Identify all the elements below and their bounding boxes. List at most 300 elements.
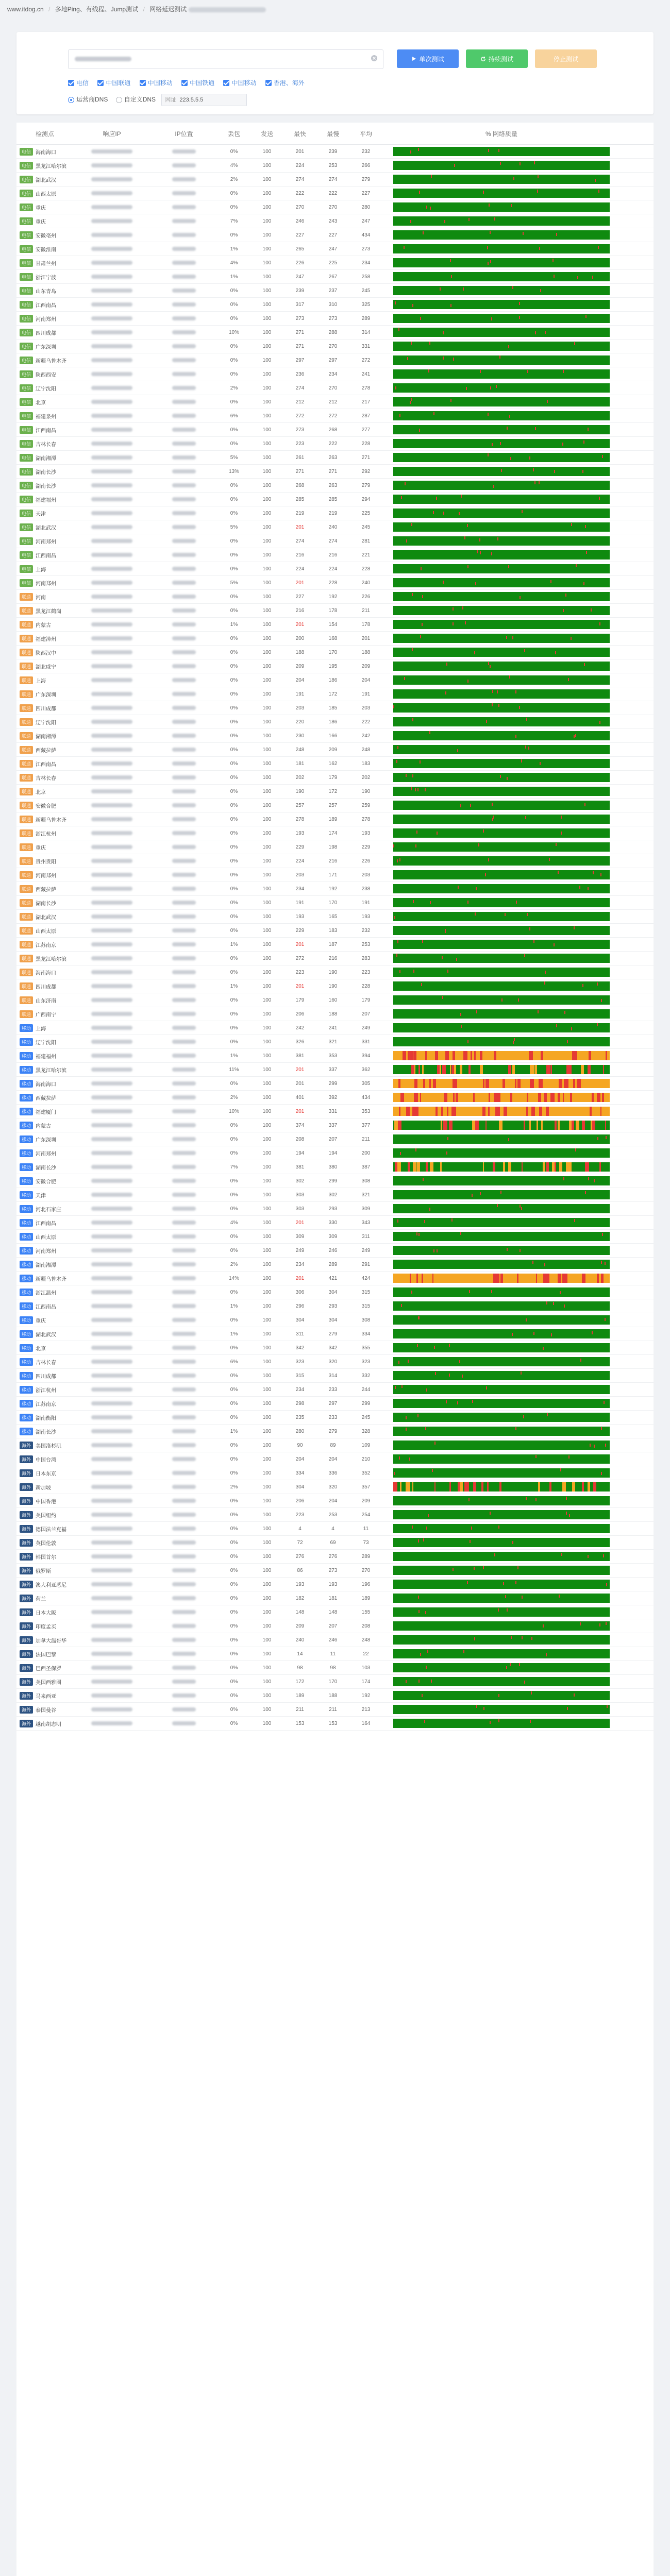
quality-chart [393,495,610,504]
redacted-ip [91,1401,132,1405]
max-cell: 253 [328,162,338,168]
quality-cell [382,715,621,728]
table-row [16,1132,654,1146]
sent-cell: 100 [262,190,272,196]
ip-location-cell [150,1355,217,1368]
min-cell: 302 [295,1178,305,1184]
max-cell: 216 [328,858,338,864]
node-location: 浙江杭州 [36,831,57,837]
node-location: 加拿大温哥华 [36,1638,67,1644]
max-cell: 234 [328,371,338,377]
quality-tick [445,691,446,694]
ip-location-cell [150,340,217,353]
table-row [16,840,654,854]
redacted-ip [91,581,132,585]
quality-tick [410,150,411,154]
loss-cell: 0% [230,858,238,864]
redacted-location [172,1652,196,1656]
loss-cell: 0% [230,927,238,934]
loss-cell: 0% [230,1637,238,1643]
table-row [16,882,654,896]
redacted-ip [91,1387,132,1392]
redacted-ip [91,789,132,793]
redacted-ip [91,1360,132,1364]
quality-tick [531,1691,532,1694]
table-row [16,673,654,687]
node-location: 海南海口 [36,149,57,156]
quality-tick [424,1220,425,1223]
isp-badge: 移动 [20,1400,33,1408]
loss-cell: 0% [230,357,238,363]
max-cell: 216 [328,955,338,961]
quality-tick [452,1107,456,1116]
max-cell: 185 [328,705,338,711]
quality-tick [568,678,569,681]
quality-tick [564,1011,565,1014]
quality-tick [422,1065,424,1074]
redacted-ip [91,1540,132,1545]
breadcrumb-item-tools[interactable]: 多地Ping、有线程、Jump测试 [55,6,139,13]
redacted-ip [91,1123,132,1127]
quality-cell [382,743,621,756]
ip-location-cell [150,1647,217,1660]
min-cell: 201 [295,524,305,530]
max-cell: 181 [328,1595,338,1601]
option-mobile[interactable]: 中国移动 [140,78,173,87]
isp-badge: 电信 [20,245,33,253]
redacted-location [172,692,196,696]
quality-tick [443,581,444,584]
loss-cell: 0% [230,1567,238,1573]
ip-cell [73,1633,150,1647]
redacted-location [172,706,196,710]
sent-cell: 100 [262,413,272,419]
quality-chart [393,1343,610,1352]
redacted-location [172,984,196,988]
redacted-location [172,1680,196,1684]
test-panel [16,32,654,114]
sent-cell: 100 [262,1345,272,1351]
avg-cell: 291 [361,1261,371,1267]
quality-cell [382,868,621,882]
sent-cell: 100 [262,1233,272,1240]
quality-cell [382,534,621,548]
table-row [16,1216,654,1230]
redacted-location [172,1360,196,1364]
max-cell: 330 [328,1219,338,1226]
table-row [16,1299,654,1313]
table-row [16,1285,654,1299]
max-cell: 195 [328,663,338,669]
table-row [16,270,654,284]
quality-tick [397,1219,398,1223]
sent-cell: 100 [262,468,272,474]
quality-tick [580,1622,581,1625]
redacted-ip [91,233,132,237]
table-row [16,701,654,715]
avg-cell: 234 [361,260,371,266]
redacted-location [172,1207,196,1211]
max-cell: 233 [328,1386,338,1393]
quality-cell [382,1647,621,1660]
quality-tick [520,1249,521,1252]
avg-cell: 308 [361,1317,371,1323]
quality-chart [393,1134,610,1144]
isp-badge: 移动 [20,1372,33,1380]
isp-badge: 移动 [20,1136,33,1143]
quality-tick [488,453,489,456]
quality-tick [480,1065,483,1074]
option-overseas[interactable]: 香港、海外 [265,78,305,87]
sent-cell: 100 [262,802,272,808]
sent-cell: 100 [262,1289,272,1295]
sent-cell: 100 [262,260,272,266]
avg-cell: 238 [361,886,371,892]
quality-cell [382,659,621,673]
quality-tick [510,1093,513,1102]
quality-chart [393,620,610,629]
ip-cell [73,979,150,993]
redacted-ip [91,386,132,390]
redacted-ip [91,734,132,738]
node-cell [16,576,73,589]
redacted-target-text [75,57,131,61]
ip-location-cell [150,159,217,172]
table-row [16,1591,654,1605]
quality-tick [589,1051,591,1060]
quality-cell [382,896,621,909]
stop-test-button[interactable] [535,49,597,68]
loss-cell: 0% [230,1456,238,1462]
avg-cell: 249 [361,1247,371,1253]
isp-badge: 电信 [20,204,33,211]
redacted-location [172,761,196,766]
ip-location-cell [150,771,217,784]
option-mobile-2[interactable]: 中国移动 [223,78,256,87]
node-location: 上海 [36,567,46,573]
ip-location-cell [150,1160,217,1174]
table-row [16,1369,654,1383]
redacted-ip [91,1304,132,1308]
target-input[interactable] [68,49,383,69]
quality-chart [393,1176,610,1185]
ip-location-cell [150,1452,217,1466]
quality-chart [393,1329,610,1338]
quality-tick [533,1332,534,1335]
node-cell [16,242,73,256]
quality-tick [462,606,463,609]
node-location: 江苏南京 [36,942,57,948]
node-location: 中国香港 [36,1499,57,1505]
isp-badge: 海外 [20,1720,33,1727]
clear-icon[interactable] [371,55,378,62]
node-cell [16,1160,73,1174]
node-cell [16,715,73,728]
redacted-location [172,1638,196,1642]
home-link[interactable]: www.itdog.cn [7,6,44,13]
quality-tick [539,481,540,484]
min-cell: 326 [295,1039,305,1045]
quality-tick [522,1596,523,1599]
sent-cell: 100 [262,524,272,530]
avg-cell: 227 [361,190,371,196]
ip-cell [73,1230,150,1243]
avg-cell: 193 [361,830,371,836]
ip-location-cell [150,256,217,269]
node-cell [16,590,73,603]
table-row [16,395,654,409]
quality-chart [393,981,610,991]
avg-cell: 189 [361,1595,371,1601]
quality-tick [599,1162,601,1172]
node-cell [16,479,73,492]
quality-cell [382,1703,621,1716]
loss-cell: 5% [230,580,238,586]
quality-tick [431,1680,432,1683]
ip-location-cell [150,1411,217,1424]
max-cell: 187 [328,941,338,947]
isp-badge: 移动 [20,1316,33,1324]
ip-cell [73,618,150,631]
redacted-location [172,608,196,613]
quality-cell [382,1466,621,1480]
ip-cell [73,200,150,214]
continuous-test-button[interactable] [466,49,528,68]
quality-tick [435,1051,439,1060]
quality-chart [393,1051,610,1060]
quality-tick [500,1274,503,1283]
quality-cell [382,785,621,798]
table-row [16,242,654,256]
max-cell: 297 [328,1400,338,1406]
node-location: 重庆 [36,845,46,851]
radio-selected-icon [68,97,74,103]
quality-chart [393,244,610,253]
quality-tick [515,690,516,693]
quality-chart [393,481,610,490]
quality-tick [590,1444,591,1447]
ip-cell [73,1160,150,1174]
node-cell [16,159,73,172]
quality-tick [572,1482,575,1492]
sent-cell: 100 [262,301,272,308]
node-location: 安徽淮南 [36,247,57,253]
quality-cell [382,1578,621,1591]
sent-cell: 100 [262,315,272,321]
node-cell [16,785,73,798]
quality-tick [510,1663,511,1666]
ip-cell [73,451,150,464]
avg-cell: 434 [361,232,371,238]
option-tietong[interactable]: 中国铁通 [181,78,214,87]
loss-cell: 1% [230,246,238,252]
quality-tick [487,246,488,249]
isp-badge: 海外 [20,1650,33,1658]
redacted-location [172,344,196,348]
table-row [16,632,654,646]
loss-cell: 4% [230,260,238,266]
max-cell: 276 [328,1553,338,1560]
quality-tick [567,1040,568,1043]
isp-badge: 海外 [20,1567,33,1574]
quality-tick [546,1162,549,1172]
min-cell: 219 [295,510,305,516]
node-location: 安徽合肥 [36,1179,57,1185]
isp-badge: 联通 [20,635,33,642]
ip-location-cell [150,1397,217,1410]
quality-cell [382,1188,621,1201]
sent-cell: 100 [262,1178,272,1184]
ip-cell [73,1355,150,1368]
min-cell: 201 [295,1080,305,1087]
single-test-button[interactable] [397,49,459,68]
loss-cell: 0% [230,760,238,767]
quality-tick [497,690,498,693]
loss-cell: 0% [230,315,238,321]
min-cell: 272 [295,413,305,419]
quality-chart [393,1065,610,1074]
avg-cell: 287 [361,413,371,419]
quality-tick [476,1010,477,1013]
ip-location-cell [150,465,217,478]
ip-cell [73,506,150,520]
quality-cell [382,1717,621,1730]
min-cell: 182 [295,1595,305,1601]
quality-cell [382,576,621,589]
quality-tick [600,1107,601,1116]
quality-tick [400,1093,404,1102]
quality-cell [382,1661,621,1674]
ip-location-cell [150,590,217,603]
quality-tick [507,777,508,780]
max-cell: 172 [328,788,338,794]
quality-chart [393,815,610,824]
quality-tick [491,1290,492,1293]
quality-tick [446,1051,449,1060]
sent-cell: 100 [262,510,272,516]
redacted-ip [91,1429,132,1433]
quality-cell [382,826,621,840]
quality-tick [568,1065,572,1074]
loss-cell: 0% [230,1400,238,1406]
quality-cell [382,632,621,645]
loss-cell: 0% [230,1317,238,1323]
isp-badge: 移动 [20,1302,33,1310]
node-cell [16,882,73,895]
ip-cell [73,868,150,882]
node-cell [16,924,73,937]
quality-cell [382,924,621,937]
sent-cell: 100 [262,1317,272,1323]
quality-tick [606,1136,607,1139]
node-cell [16,506,73,520]
avg-cell: 434 [361,1094,371,1100]
single-test-label: 单次测试 [419,55,444,63]
node-cell [16,1369,73,1382]
quality-tick [444,220,445,223]
option-telecom[interactable]: 电信 [68,78,89,87]
avg-cell: 328 [361,1428,371,1434]
quality-tick [523,1415,524,1418]
redacted-ip [91,873,132,877]
node-location: 越南胡志明 [36,1721,62,1727]
dns-input[interactable]: 网址 223.5.5.5 [161,94,247,106]
quality-tick [597,1093,600,1102]
ip-cell [73,1661,150,1674]
isp-badge: 联通 [20,843,33,851]
sent-cell: 100 [262,1066,272,1073]
quality-tick [412,1526,413,1529]
loss-cell: 0% [230,705,238,711]
loss-cell: 4% [230,162,238,168]
quality-tick [559,1162,562,1172]
quality-chart [393,258,610,267]
quality-chart [393,272,610,281]
redacted-ip [91,1485,132,1489]
quality-tick [412,593,413,596]
table-row [16,326,654,340]
quality-tick [529,1121,531,1130]
quality-tick [546,1107,549,1116]
loss-cell: 0% [230,1192,238,1198]
ip-cell [73,993,150,1007]
ip-cell [73,1452,150,1466]
quality-tick [417,1344,418,1347]
quality-tick [561,832,562,835]
min-cell: 201 [295,983,305,989]
option-unicom[interactable]: 中国联通 [97,78,130,87]
loss-cell: 0% [230,1150,238,1156]
redacted-location [172,511,196,515]
table-row [16,1480,654,1494]
ip-location-cell [150,1466,217,1480]
redacted-ip [91,219,132,223]
quality-tick [520,596,521,599]
quality-tick [414,1093,416,1102]
node-location: 西藏拉萨 [36,887,57,893]
dns-recommended-option[interactable]: 运营商DNS [68,96,108,103]
quality-chart [393,1594,610,1603]
ip-cell [73,1411,150,1424]
min-cell: 216 [295,552,305,558]
quality-cell [382,214,621,228]
quality-tick [585,525,586,528]
ip-location-cell [150,214,217,228]
node-cell [16,1063,73,1076]
loss-cell: 0% [230,691,238,697]
quality-tick [475,582,476,585]
quality-tick [433,511,434,514]
avg-cell: 334 [361,1331,371,1337]
isp-badge: 移动 [20,1038,33,1046]
quality-tick [494,1051,496,1060]
table-row [16,1272,654,1285]
table-row [16,437,654,451]
quality-tick [460,1232,461,1235]
ip-cell [73,562,150,575]
quality-chart [393,787,610,796]
node-cell [16,1425,73,1438]
quality-tick [508,1162,511,1172]
redacted-location [172,1248,196,1252]
table-row [16,910,654,924]
quality-tick [416,1162,420,1172]
node-cell [16,979,73,993]
redacted-ip [91,1221,132,1225]
redacted-ip [91,1332,132,1336]
dns-custom-option[interactable]: 自定义DNS [116,96,156,103]
quality-chart [393,230,610,240]
